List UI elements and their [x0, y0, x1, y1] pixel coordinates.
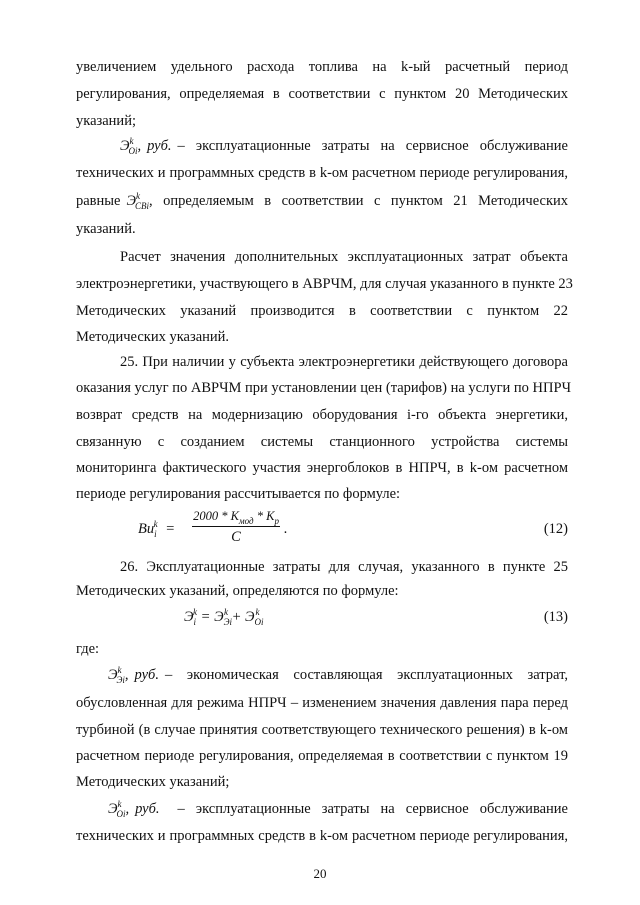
text-line: расчетном периоде регулирования, определяемая в соответствии с пунктом 19 — [76, 748, 568, 764]
text-line: мониторинга фактического участия энергоблоков в НПРЧ, в k-ом расчетном — [76, 460, 568, 476]
text-line: связанную с созданием системы станционного устройства системы — [76, 434, 568, 450]
equation-number-12: (12) — [543, 521, 568, 537]
text-line: технических и программных средств в k-ом расчетном периоде регулирования, — [76, 165, 568, 181]
text-line: оказания услуг по АВРЧМ при установлении цен (тарифов) на услуги по НПРЧ — [76, 380, 571, 396]
text-line: – эксплуатационные затраты на сервисное обслуживание — [177, 138, 568, 154]
text-line: где: — [76, 641, 100, 657]
text-line: возврат средств на модернизацию оборудования i-го объекта энергетики, — [76, 407, 568, 423]
text-line: Расчет значения дополнительных эксплуатационных затрат объекта — [120, 249, 568, 265]
equation-number-13: (13) — [543, 609, 568, 625]
unit-rub: руб. — [135, 801, 160, 817]
text-line: – экономическая составляющая эксплуатационных затрат, — [164, 667, 568, 683]
formula-12-dot: . — [284, 521, 288, 537]
formula-12-lhs: $Bu_i^k$ = — [138, 519, 176, 539]
definition-line — [108, 666, 568, 685]
page-number: 20 — [313, 866, 327, 881]
text-line: Методических указаний производится в соответствии с пунктом 22 — [76, 303, 568, 319]
text-line: 26. Эксплуатационные затраты для случая, указанного в пункте 25 — [120, 559, 568, 575]
unit-rub: руб. — [147, 138, 172, 154]
formula-12-fraction: $2000 * K_{мод} * K_p$ C — [193, 509, 279, 545]
symbol-e-ei: $Э^k_{Эi}$, — [108, 665, 129, 685]
text-line: периоде регулирования рассчитывается по формуле: — [76, 486, 401, 502]
definition-line — [108, 800, 568, 819]
text-line: обусловленная для режима НПРЧ – изменением значения давления пара перед — [76, 695, 568, 711]
text-line: Методических указаний; — [76, 774, 230, 790]
text-line: указаний; — [76, 113, 136, 129]
text-line: 25. При наличии у субъекта электроэнергетики действующего договора — [120, 354, 568, 370]
symbol-e-oi: $Э^k_{Oi}$, — [120, 136, 142, 156]
text-line: Методических указаний, определяются по формуле: — [76, 583, 399, 599]
definition-line — [120, 137, 568, 156]
text-line: регулирования, определяемая в соответствии с пунктом 20 Методических — [76, 86, 568, 102]
text-line: равные — [76, 193, 121, 209]
text-line: , определяемым в соответствии с пунктом 21 Методических — [149, 193, 568, 209]
text-line: – эксплуатационные затраты на сервисное обслуживание — [177, 801, 568, 817]
text-line: технических и программных средств в k-ом расчетном периоде регулирования, — [76, 828, 568, 844]
text-line: турбиной (в случае принятия соответствующего технического решения) в k-ом — [76, 722, 568, 738]
text-line: увеличением удельного расхода топлива на k-ый расчетный период — [76, 59, 568, 75]
text-line: Методических указаний. — [76, 329, 230, 345]
symbol-e-cbi: $Э^k_{CBi}$ — [126, 191, 149, 211]
unit-rub: руб. — [134, 667, 159, 683]
text-line: электроэнергетики, участвующего в АВРЧМ, для случая указанного в пункте 23 — [76, 276, 573, 292]
text-line: указаний. — [76, 221, 136, 237]
symbol-e-oi: $Э^k_{Oi}$, — [108, 799, 130, 819]
formula-13: $Э_i^k = Э_{Эi}^k + Э_{Oi}^k$ — [184, 607, 264, 627]
definition-line — [76, 192, 568, 211]
